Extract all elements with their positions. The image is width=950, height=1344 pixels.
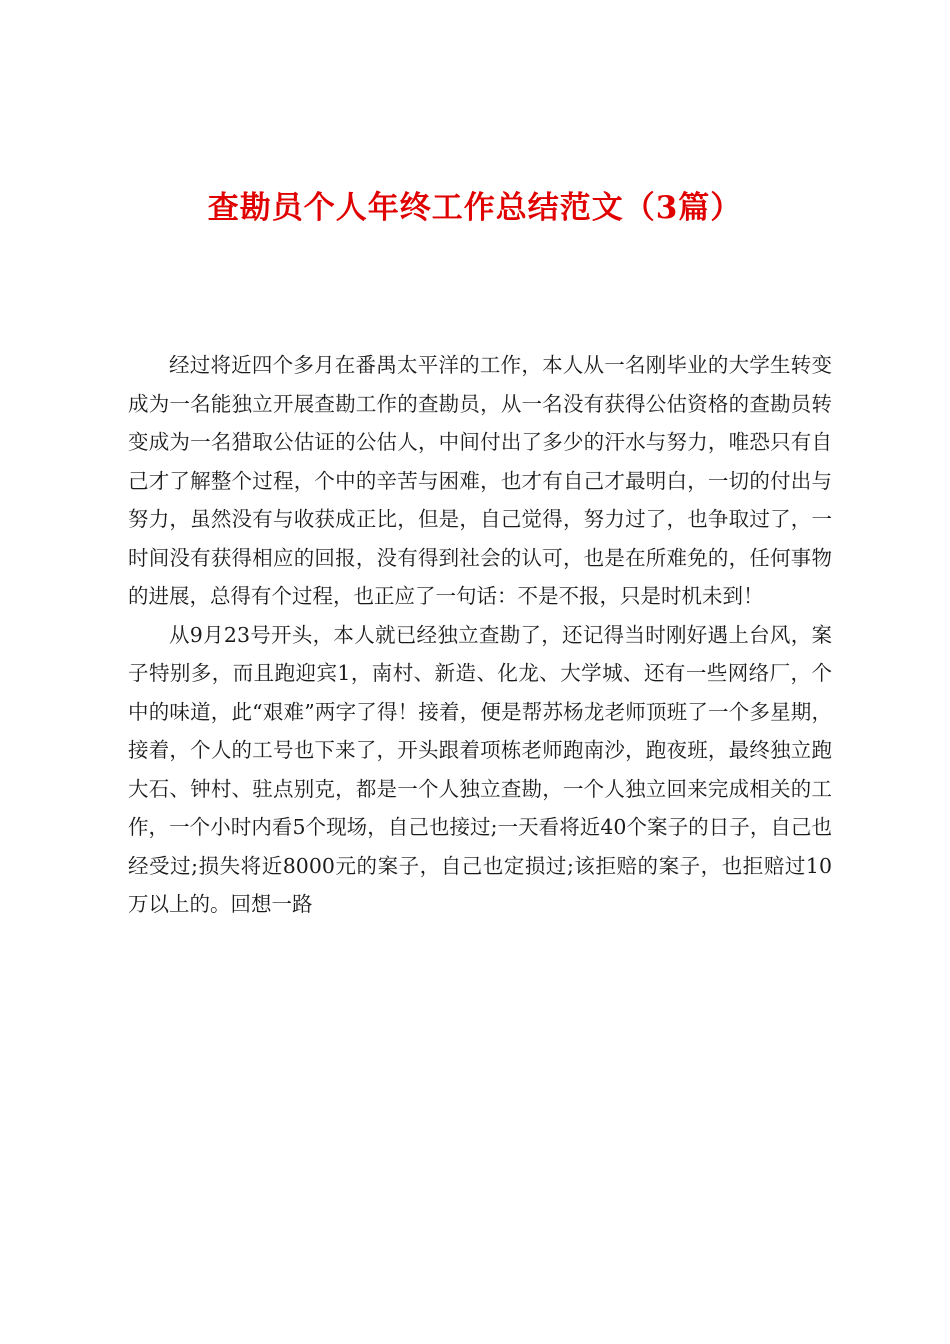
document-body (128, 346, 832, 924)
document-title: 查勘员个人年终工作总结范文（3篇） (207, 190, 743, 226)
paragraph-1: 经过将近四个多月在番禺太平洋的工作，本人从一名刚毕业的大学生转变成为一名能独立开展查勘工作的查勘员，从一名没有获得公估资格的查勘员转变成为一名猎取公估证的公估人，中间付出了多少的汗水与努力，唯恐只有自己才了解整个过程，个中的辛苦与困难，也才有自己才最明白，一切的付出与努力，虽然没有与收获成正比，但是，自己觉得，努力过了，也争取过了，一时间没有获得相应的回报，没有得到社会的认可，也是在所难免的，任何事物的进展，总得有个过程，也正应了一句话：不是不报，只是时机未到！ (128, 353, 832, 608)
paragraph-2: 从9月23号开头，本人就已经独立查勘了，还记得当时刚好遇上台风，案子特别多，而且跑迎宾1，南村、新造、化龙、大学城、还有一些网络厂，个中的味道，此“艰难”两字了得！接着，便是帮苏杨龙老师顶班了一个多星期，接着，个人的工号也下来了，开头跟着项栋老师跑南沙，跑夜班，最终独立跑大石、钟村、驻点别克，都是一个人独立查勘，一个人独立回来完成相关的工作，一个小时内看5个现场，自己也接过;一天看将近40个案子的日子，自己也经受过;损失将近8000元的案子，自己也定损过;该拒赔的案子，也拒赔过10万以上的。回想一路 (128, 622, 832, 916)
